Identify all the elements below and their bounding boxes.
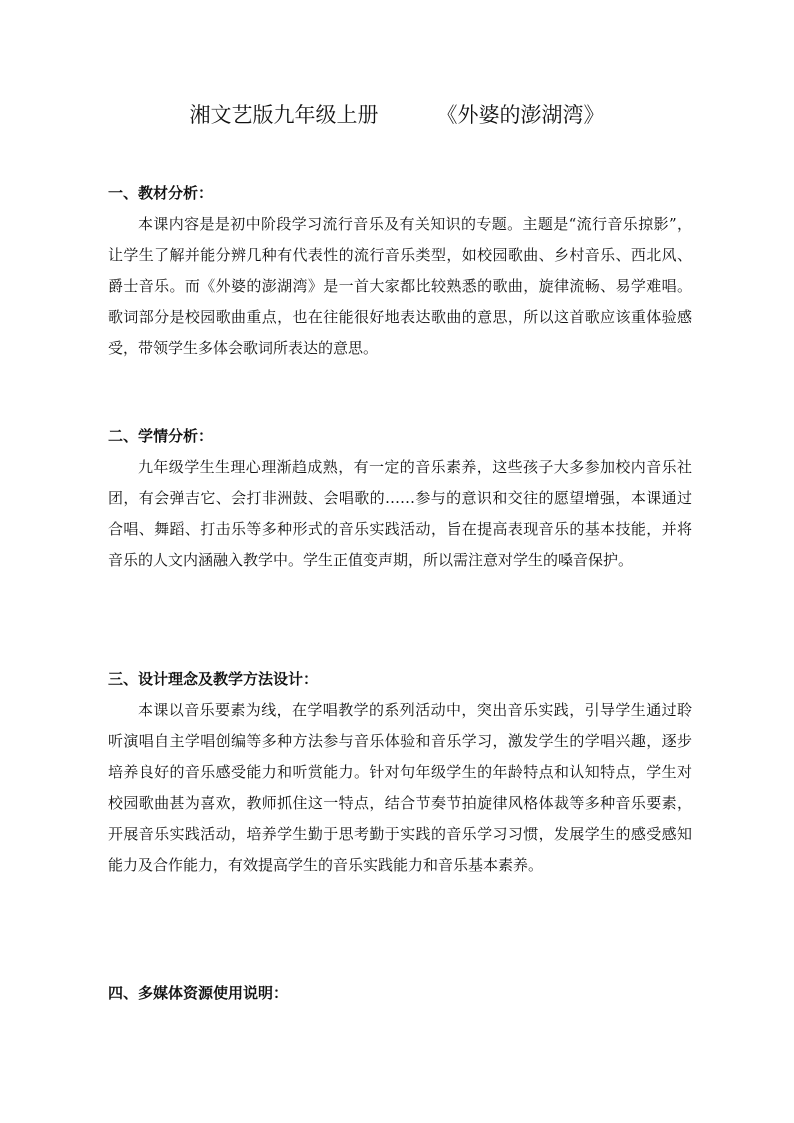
section-student-analysis bbox=[108, 425, 692, 576]
section-heading: 二、学情分析： bbox=[108, 427, 214, 445]
section-heading: 四、多媒体资源使用说明： bbox=[108, 984, 289, 1002]
section-body: 本课以音乐要素为线，在学唱教学的系列活动中，突出音乐实践，引导学生通过聆听演唱自主学唱创编等多种方法参与音乐体验和音乐学习，激发学生的学唱兴趣，逐步培养良好的音乐感受能力和听赏能力。针对句年级学生的年龄特点和认知特点，学生对校园歌曲甚为喜欢，教师抓住这一特点，结合节奏节拍旋律风格体裁等多种音乐要素，开展音乐实践活动，培养学生勤于思考勤于实践的音乐学习习惯，发展学生的感受感知能力及合作能力，有效提高学生的音乐实践能力和音乐基本素养。 bbox=[108, 701, 692, 874]
page-title bbox=[0, 101, 794, 129]
section-heading: 三、设计理念及教学方法设计： bbox=[108, 670, 319, 688]
section-design-method bbox=[108, 668, 692, 881]
section-heading: 一、教材分析： bbox=[108, 184, 214, 202]
title-song: 《外婆的澎湖湾》 bbox=[436, 103, 605, 127]
section-body: 本课内容是是初中阶段学习流行音乐及有关知识的专题。主题是“流行音乐掠影”，让学生了解并能分辨几种有代表性的流行音乐类型，如校园歌曲、乡村音乐、西北风、爵士音乐。而《外婆的澎湖湾》是一首大家都比较熟悉的歌曲，旋律流畅、易学难唱。歌词部分是校园歌曲重点，也在往能很好地表达歌曲的意思，所以这首歌应该重体验感受，带领学生多体会歌词所表达的意思。 bbox=[108, 215, 692, 357]
section-multimedia bbox=[108, 982, 692, 1004]
section-textbook-analysis bbox=[108, 182, 692, 364]
section-body: 九年级学生生理心理渐趋成熟，有一定的音乐素养，这些孩子大多参加校内音乐社团，有会弹吉它、会打非洲鼓、会唱歌的……参与的意识和交往的愿望增强，本课通过合唱、舞蹈、打击乐等多种形式的音乐实践活动，旨在提高表现音乐的基本技能，并将音乐的人文内涵融入教学中。学生正值变声期，所以需注意对学生的嗓音保护。 bbox=[108, 458, 692, 569]
title-textbook: 湘文艺版九年级上册 bbox=[189, 103, 379, 127]
